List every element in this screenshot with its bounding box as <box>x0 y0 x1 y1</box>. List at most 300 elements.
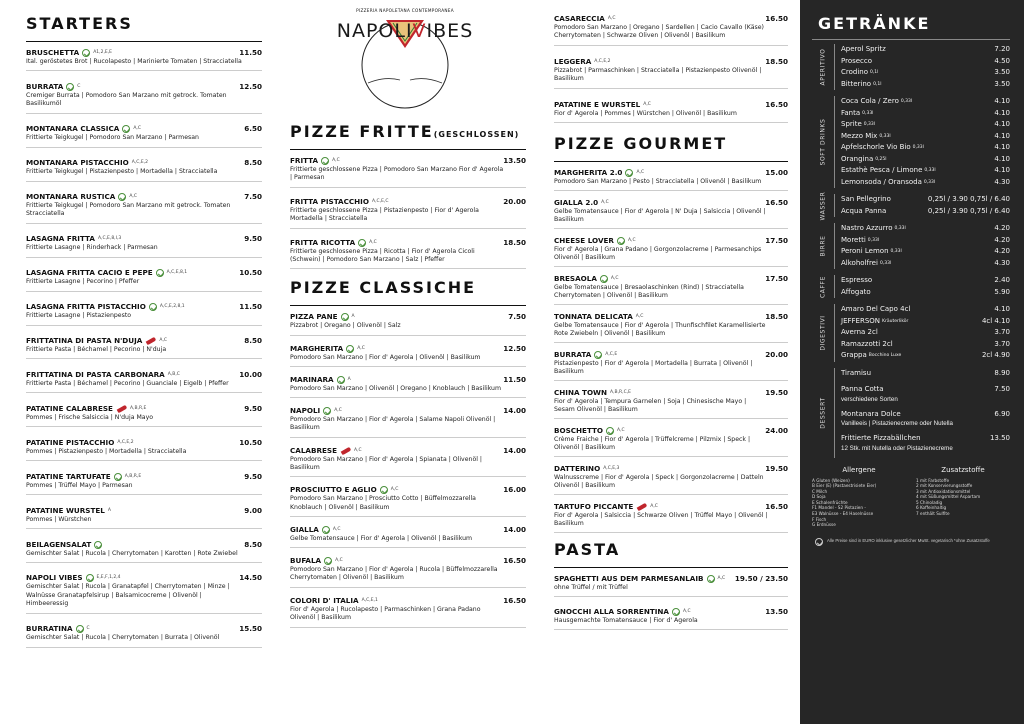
allergen-codes: A,B,C <box>167 371 180 377</box>
chili-icon <box>146 337 157 345</box>
menu-item <box>554 100 788 123</box>
allergen-codes: A,C,E <box>605 351 618 357</box>
drink-group-label <box>812 275 834 298</box>
menu-item-divider <box>26 647 262 648</box>
drink-name: Lemonsoda / Oransoda <box>841 177 922 186</box>
menu-item-name: COLORI D' ITALIA <box>290 595 359 605</box>
menu-item-header <box>26 124 262 134</box>
menu-item <box>290 238 526 270</box>
menu-item-name: NAPOLI VIBES <box>26 573 83 583</box>
menu-item-name: GIALLA <box>290 524 319 534</box>
drink-row <box>841 142 1010 154</box>
menu-item-name: BURRATINA <box>26 624 73 634</box>
drink-group-items <box>834 304 1010 362</box>
dessert-price: 6.90 <box>994 409 1010 418</box>
allergen-codes: A,C,E,8,I,3 <box>97 236 122 242</box>
menu-item-description: Pomodoro San Marzano | Oregano | Sardellen | Cacio Cavallo (Käse) Cherrytomaten | Schwarze Oliven | Olivenöl | Basilikum <box>554 24 764 40</box>
drink-group-items <box>834 275 1010 298</box>
menu-item-description: Frittierte Teigkugel | Pomodoro San Marzano | Parmesan <box>26 134 199 142</box>
drink-group-label-text: CAFFE <box>819 275 827 298</box>
drink-row <box>841 223 1010 235</box>
menu-item <box>26 302 262 325</box>
allergen-codes: A,C <box>159 338 168 344</box>
menu-item-description: Gelbe Tomatensauce | Fior d' Agerola | N' Duja | Salsiccia | Olivenöl | Basilikum <box>554 207 766 224</box>
menu-item-description: Gelbe Tomatensauce | Fior d' Agerola | Thunfischfilet Karamellisierte Rote Zwiebeln | Olivenöl | Basilikum <box>554 321 766 338</box>
vegetarian-icon <box>324 557 332 565</box>
menu-item-price: 8.50 <box>244 539 262 549</box>
menu-item-divider <box>26 460 262 461</box>
menu-item-description: Crème Fraiche | Fior d' Agerola | Trüffelcreme | Pilzmix | Speck | Olivenöl | Basilikum <box>554 435 751 452</box>
allergen-codes: A,C,E,1 <box>361 597 378 603</box>
drink-group <box>812 191 1010 220</box>
allergen-codes: A1,2,E,E <box>93 50 112 55</box>
classiche-continued-list <box>554 14 788 123</box>
additive-entry: 3 mit Antioxidationsmittel <box>916 488 971 494</box>
drink-price: 4.20 <box>994 235 1010 244</box>
menu-item-header <box>554 502 788 512</box>
dessert-row <box>841 384 1010 396</box>
menu-item-description: Pomodoro San Marzano | Fior d' Agerola | Rucola | Büffelmozzarella Cherrytomaten | Olivenöl | Basilikum <box>290 566 498 582</box>
drink-name: Prosecco <box>841 56 873 65</box>
menu-item-price: 17.50 <box>765 273 788 283</box>
drink-size: 0,33l <box>862 110 874 116</box>
drink-price: 4.30 <box>994 258 1010 267</box>
drink-price: 4.10 <box>994 305 1010 313</box>
drink-name: Estathè Pesca / Limone <box>841 166 923 174</box>
menu-item-divider <box>554 342 788 343</box>
allergene-legend <box>812 466 906 528</box>
menu-item-header <box>290 197 526 207</box>
vegetarian-icon <box>156 269 164 277</box>
drink-row <box>841 154 1010 166</box>
menu-item-description: Gemischter Salat | Rucola | Granatapfel | Cherrytomaten | Minze | Walnüsse Granatapfelsirup | Balsamicocreme | Olivenöl | Himbeeressig <box>26 583 230 608</box>
menu-item-description: Frittierte Pasta | Béchamel | Pecorino | Guanciale | Eigelb | Pfeffer <box>26 379 229 387</box>
menu-item <box>290 344 526 367</box>
menu-item-price: 13.50 <box>765 607 788 617</box>
vegetarian-icon <box>600 275 608 283</box>
allergen-codes: A,C <box>332 526 341 532</box>
allergen-codes: A,C,E,2 <box>117 439 134 445</box>
dessert-price: 7.50 <box>994 385 1010 393</box>
allergen-codes: A,C <box>636 170 645 176</box>
menu-item-name: LASAGNA FRITTA CACIO E PEPE <box>26 268 153 278</box>
logo-wordmark: NAPOLIVIBES <box>336 20 474 42</box>
menu-item-name: LASAGNA FRITTA PISTACCHIO <box>26 302 146 312</box>
menu-item-price: 6.50 <box>244 124 262 134</box>
vegetarian-icon <box>594 351 602 359</box>
menu-item-divider <box>26 113 262 114</box>
allergen-codes: A <box>107 507 111 513</box>
drink-name: Amaro Del Capo 4cl <box>841 305 911 313</box>
allergen-codes: A,C <box>334 408 342 414</box>
drink-row <box>841 96 1010 108</box>
menu-item <box>554 350 788 382</box>
menu-item <box>26 624 262 647</box>
menu-item-name: BRUSCHETTA <box>26 48 80 57</box>
dessert-description: Vanilleeis | Pistazienecreme oder Nutella <box>841 420 953 427</box>
menu-item <box>554 274 788 306</box>
drink-group-label <box>812 191 834 220</box>
drink-size: 0,33l <box>924 168 936 173</box>
drink-group-items <box>834 223 1010 269</box>
pasta-title: PASTA <box>554 539 621 559</box>
drink-name: JEFFERSON <box>841 316 881 325</box>
allergen-codes: A,C <box>607 16 616 21</box>
drink-name: Moretti <box>841 235 866 244</box>
vegetarian-icon <box>617 237 625 245</box>
menu-item-divider <box>26 528 262 529</box>
menu-item-header <box>554 57 788 67</box>
drink-name: Nastro Azzurro <box>841 224 893 232</box>
drink-group-label <box>812 223 834 269</box>
menu-item-name: MARGHERITA <box>290 343 344 353</box>
drink-group-label-text: BIRRE <box>819 235 827 257</box>
menu-item-divider <box>26 70 262 71</box>
vegetarian-icon <box>82 49 90 57</box>
menu-item <box>26 472 262 495</box>
menu-item-divider <box>290 437 526 438</box>
menu-item <box>26 573 262 613</box>
drink-price: 0,25l / 3.90 0,75l / 6.40 <box>927 195 1010 203</box>
drink-name: Sprite <box>841 120 862 128</box>
menu-item-name: PATATINE PISTACCHIO <box>26 437 115 447</box>
drink-price: 4.20 <box>994 224 1010 232</box>
vegetarian-icon <box>122 125 130 133</box>
menu-item <box>26 370 262 393</box>
menu-item <box>26 540 262 563</box>
menu-item-header <box>554 168 788 178</box>
drink-price: 2.40 <box>994 276 1010 284</box>
allergen-codes: A,C <box>683 609 691 615</box>
vegetarian-icon <box>323 407 331 415</box>
drink-size: 0,33l <box>894 226 906 231</box>
drink-group-label <box>812 96 834 188</box>
allergen-codes: A,C <box>369 239 377 245</box>
menu-item-header <box>554 350 788 360</box>
menu-item-description: Pomodoro San Marzano | Olivenöl | Oregano | Knoblauch | Basilikum <box>290 384 502 392</box>
drink-price: 4.10 <box>994 120 1010 128</box>
dessert-price: 8.90 <box>994 368 1010 377</box>
gourmet-title: PIZZE GOURMET <box>554 134 728 154</box>
dessert-item <box>841 368 1010 380</box>
allergen-codes: A,C <box>601 199 609 205</box>
menu-item-divider <box>554 304 788 305</box>
menu-item-divider <box>290 547 526 548</box>
menu-item-header <box>290 556 526 566</box>
vegetarian-icon <box>66 83 74 91</box>
menu-item-description: Frittierte Pasta | Béchamel | Pecorino | N'duja <box>26 346 167 354</box>
dessert-name: Tiramisu <box>841 368 872 377</box>
menu-item-header <box>26 506 262 516</box>
menu-item-price: 11.50 <box>239 48 262 57</box>
menu-item-price: 8.50 <box>244 158 262 168</box>
menu-item <box>26 404 262 427</box>
allergene-list <box>812 478 906 528</box>
vegetarian-icon <box>86 574 94 582</box>
menu-item <box>290 156 526 188</box>
menu-item-description: ohne Trüffel / mit Trüffel <box>554 583 628 591</box>
drink-row <box>841 350 1010 362</box>
drink-row <box>841 339 1010 351</box>
menu-item-name: NAPOLI <box>290 406 321 416</box>
menu-item-price: 16.50 <box>765 14 788 23</box>
menu-item-divider <box>290 627 526 628</box>
allergen-codes: A,C <box>133 126 141 132</box>
gourmet-column <box>536 0 794 724</box>
menu-item-header <box>26 573 262 583</box>
vegetarian-icon <box>380 486 388 494</box>
menu-item-description: Cremiger Burrata | Pomodoro San Marzano mit getrock. Tomaten Basilikumöl <box>26 91 227 108</box>
menu-item-header <box>290 344 526 354</box>
drink-size: 0,33l <box>890 249 902 254</box>
allergen-codes: A,C <box>332 158 340 163</box>
menu-item-price: 16.50 <box>503 595 526 605</box>
menu-item-header <box>26 540 262 550</box>
additive-entry: 5 Chinoladig <box>916 499 943 505</box>
drink-row <box>841 235 1010 247</box>
drink-size: 0,33l <box>867 237 880 243</box>
allergen-codes: A <box>351 314 355 320</box>
allergen-codes: A,C <box>643 101 651 107</box>
menu-item-divider <box>554 596 788 597</box>
menu-item-name: TARTUFO PICCANTE <box>554 501 634 511</box>
menu-item-divider <box>290 366 526 367</box>
menu-item <box>26 336 262 359</box>
menu-item-price: 7.50 <box>508 312 526 322</box>
allergen-entry: E3 Walnüsse - E4 Haselnüsse <box>812 511 874 517</box>
classiche-rule <box>290 305 526 306</box>
menu-item-description: Gelbe Tomatensauce | Fior d' Agerola | Olivenöl | Basilikum <box>290 534 473 542</box>
menu-item <box>26 82 262 114</box>
additive-entry: 2 mit Konservierungsstoffe <box>916 483 973 489</box>
menu-item <box>26 234 262 257</box>
dessert-group <box>812 368 1010 458</box>
menu-item-name: FRITTATINA DI PASTA N'DUJA <box>26 336 143 346</box>
menu-item-divider <box>290 187 526 188</box>
chili-icon <box>341 446 352 454</box>
dessert-row <box>841 368 1010 380</box>
menu-item-name: CASARECCIA <box>554 14 605 23</box>
menu-item-header <box>554 607 788 617</box>
allergen-entry: E Schalenfrüchte <box>812 499 848 505</box>
drink-group <box>812 275 1010 298</box>
menu-item-header <box>554 274 788 284</box>
menu-item-price: 16.50 <box>765 99 788 109</box>
menu-item-divider <box>26 613 262 614</box>
zusatz-title: Zusatzstoffe <box>941 465 985 474</box>
pizza-column <box>272 0 534 724</box>
menu-item-header <box>290 312 526 322</box>
dessert-item <box>841 409 1010 429</box>
menu-item-divider <box>554 532 788 533</box>
allergen-codes: A,B,R,E <box>129 405 147 411</box>
zusatz-list <box>916 478 1010 517</box>
menu-item-divider <box>26 181 262 182</box>
menu-item-header <box>554 198 788 208</box>
drink-row <box>841 304 1010 316</box>
drink-price: 4.20 <box>994 247 1010 255</box>
menu-item-price: 19.50 <box>765 463 788 473</box>
menu-item-name: LEGGERA <box>554 56 592 66</box>
menu-item-price: 16.50 <box>765 501 788 511</box>
menu-item-price: 8.50 <box>244 336 262 346</box>
menu-item-name: PATATINE CALABRESE <box>26 403 113 413</box>
menu-item-name: PROSCIUTTO E AGLIO <box>290 485 377 495</box>
menu-item <box>290 446 526 478</box>
allergen-entry: F Fisch <box>812 516 827 522</box>
drink-name: Orangina <box>841 154 874 163</box>
fritte-subtitle: (GESCHLOSSEN) <box>433 130 520 139</box>
menu-item-price: 11.50 <box>239 302 262 312</box>
additive-entry: 4 mit Süßungsmittel Aspartam <box>916 494 981 500</box>
vegetarian-icon <box>76 625 84 633</box>
menu-item-description: Pizzabrot | Parmaschinken | Stracciatella | Pistazienpesto Olivenöl | Basilikum <box>554 66 762 83</box>
menu-item-name: PATATINE TARTUFATE <box>26 471 111 481</box>
menu-item-name: GNOCCHI ALLA SORRENTINA <box>554 607 669 617</box>
drink-price: 4.30 <box>994 177 1010 186</box>
menu-item-name: MARINARA <box>290 374 334 384</box>
dessert-description: 12 Stk. mit Nutella oder Pistazienecreme <box>841 444 953 452</box>
allergen-codes: C <box>77 83 81 89</box>
vegetarian-icon <box>346 345 354 353</box>
menu-item-price: 14.00 <box>503 406 526 416</box>
menu-item-divider <box>554 629 788 630</box>
menu-item-header <box>554 426 788 436</box>
menu-item-header <box>26 438 262 448</box>
menu-item-divider <box>290 397 526 398</box>
menu-item-price: 19.50 / 23.50 <box>734 573 788 583</box>
menu-item <box>26 158 262 181</box>
menu-item-divider <box>554 456 788 457</box>
vegetarian-icon <box>358 239 366 247</box>
menu-item-description: Gemischter Salat | Rucola | Cherrytomaten | Karotten | Rote Zwiebel <box>26 549 238 557</box>
drink-size: 0,33l <box>863 122 876 127</box>
menu-item-description: Walnusscreme | Fior d' Agerola | Speck | Gorgonzolacreme | Datteln Olivenöl | Basilikum <box>554 473 764 490</box>
drinks-rule <box>812 39 1010 40</box>
menu-item-header <box>290 375 526 385</box>
menu-item <box>554 464 788 496</box>
menu-item-header <box>290 446 526 456</box>
menu-item-name: PATATINE E WURSTEL <box>554 99 641 109</box>
menu-item-divider <box>26 291 262 292</box>
allergen-codes: A,C <box>650 503 658 509</box>
menu-item-header <box>26 404 262 414</box>
allergen-codes: A,C <box>617 427 625 433</box>
menu-item <box>554 574 788 597</box>
allergen-codes: A,C <box>390 487 399 493</box>
menu-item <box>290 375 526 398</box>
drink-price: 5.90 <box>994 287 1010 296</box>
menu-item-price: 9.50 <box>244 471 262 481</box>
drink-name: Ramazzotti 2cl <box>841 339 893 348</box>
menu-item-name: FRITTATINA DI PASTA CARBONARA <box>26 369 165 379</box>
menu-item-divider <box>554 266 788 267</box>
menu-item-header <box>290 238 526 248</box>
drink-size: Bocchino Luxe <box>868 353 902 358</box>
menu-item-price: 14.00 <box>503 445 526 455</box>
vegetarian-icon <box>672 608 680 616</box>
menu-item-header <box>26 48 262 58</box>
drink-group-items <box>834 96 1010 188</box>
menu-item-header <box>26 234 262 244</box>
menu-item-name: CHINA TOWN <box>554 387 608 397</box>
menu-item-divider <box>554 418 788 419</box>
menu-item <box>290 596 526 628</box>
menu-item-divider <box>26 494 262 495</box>
menu-item-price: 19.50 <box>765 387 788 397</box>
drink-price: 4.50 <box>994 56 1010 65</box>
drinks-column <box>800 0 1024 724</box>
menu-item <box>290 556 526 588</box>
logo <box>330 8 480 114</box>
additive-entry: 7 enthält Sulfite <box>916 511 950 517</box>
drink-name: Alkoholfrei <box>841 258 878 267</box>
drink-price: 3.70 <box>994 339 1010 348</box>
menu-item-header <box>290 406 526 416</box>
menu-item <box>290 485 526 517</box>
menu-item-name: CHEESE LOVER <box>554 235 614 245</box>
menu-item-divider <box>554 228 788 229</box>
menu-item-price: 14.00 <box>503 524 526 534</box>
menu-item-description: Gelbe Tomatensauce | Bresaolaschinken (Rind) | Stracciatella Cherrytomaten | Olivenöl | Basilikum <box>554 283 744 300</box>
menu-item-divider <box>290 476 526 477</box>
menu-item-header <box>554 236 788 246</box>
allergen-codes: A,B,R,E <box>124 473 142 479</box>
dessert-name: Frittierte Pizzabällchen <box>841 434 921 442</box>
menu-item-name: PIZZA PANE <box>290 312 338 322</box>
drink-group <box>812 304 1010 362</box>
menu-item-divider <box>554 380 788 381</box>
dessert-price: 13.50 <box>989 434 1010 442</box>
drink-size: 0,33l <box>879 133 891 139</box>
menu-item-description: Fior d' Agerola | Grana Padano | Gorgonzolacreme | Parmesanchips Olivenöl | Basilikum <box>554 245 762 262</box>
menu-item-description: Pommes | Pistazienpesto | Mortadella | Stracciatella <box>26 447 187 455</box>
chili-icon <box>637 502 648 510</box>
drink-name: Apfelschorle Vio Bio <box>841 143 911 151</box>
menu-item-name: MONTANARA RUSTICA <box>26 192 116 202</box>
menu-item-header <box>554 100 788 110</box>
menu-item-name: FRITTA RICOTTA <box>290 237 356 247</box>
drink-name: Crodino <box>841 68 869 76</box>
drink-size: 0,33l <box>912 145 924 150</box>
menu-item-header <box>290 485 526 495</box>
drink-row <box>841 56 1010 68</box>
menu-item <box>554 607 788 630</box>
menu-item-description: Hausgemachte Tomatensauce | Fior d' Agerola <box>554 617 698 625</box>
menu-item-price: 16.50 <box>765 197 788 207</box>
allergen-codes: A,B,R,C,E <box>610 389 632 395</box>
menu-item <box>554 502 788 534</box>
dessert-row <box>841 433 1010 445</box>
vegetarian-icon <box>815 538 823 546</box>
classiche-title: PIZZE CLASSICHE <box>290 278 477 298</box>
menu-item-description: Frittierte Lasagne | Pistazienpesto <box>26 312 132 320</box>
menu-item-price: 13.50 <box>503 156 526 165</box>
drinks-groups <box>812 44 1010 362</box>
drink-name: Grappa <box>841 351 867 359</box>
drink-name: Coca Cola / Zero <box>841 97 899 105</box>
additive-entry: 6 Koffeinhaltig <box>916 505 947 511</box>
menu-item-description: Gemischter Salat | Rucola | Cherrytomaten | Burrata | Olivenöl <box>26 634 220 642</box>
menu-item-header <box>290 525 526 535</box>
dessert-item <box>841 384 1010 404</box>
menu-item <box>26 268 262 291</box>
menu-item-description: Frittierte geschlossene Pizza | Pistazienpesto | Fior d' Agerola Mortadella | Stracciatella <box>290 206 479 223</box>
menu-item-divider <box>290 228 526 229</box>
drink-size: 0,25l <box>875 156 887 162</box>
menu-item <box>554 312 788 344</box>
menu-item-price: 24.00 <box>765 425 788 435</box>
